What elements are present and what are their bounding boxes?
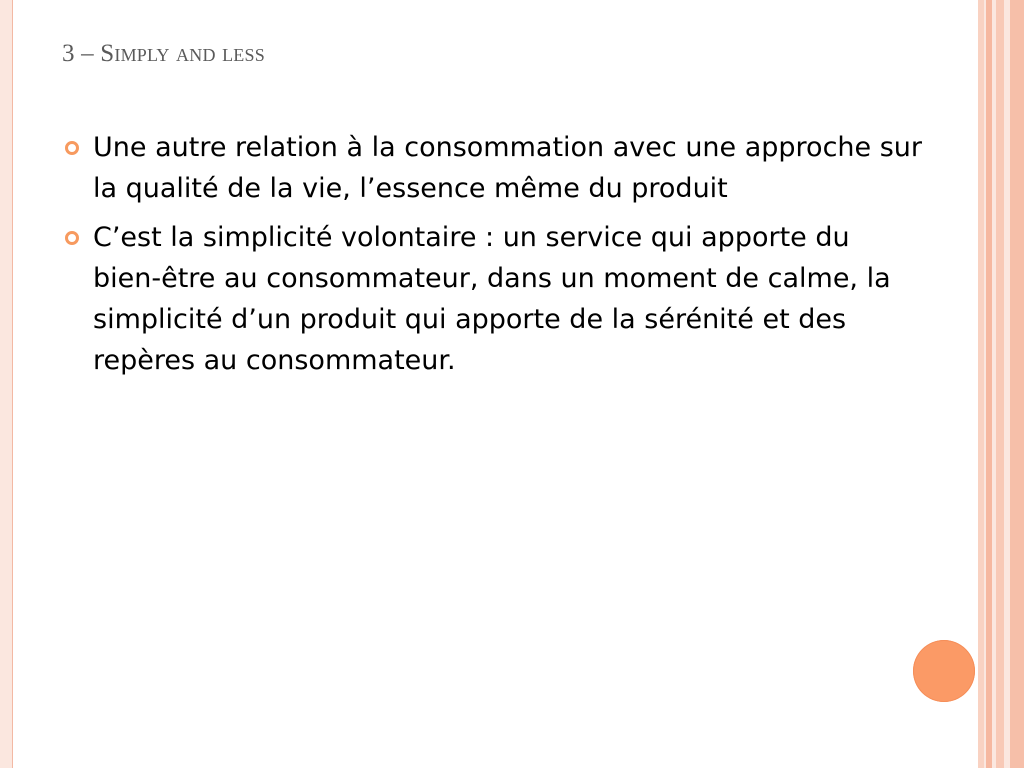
ring-bullet-icon bbox=[65, 141, 79, 155]
right-stripe-decoration bbox=[1010, 0, 1024, 768]
ring-bullet-icon bbox=[65, 231, 79, 245]
bullet-item bbox=[62, 127, 922, 209]
orange-circle-decoration bbox=[913, 640, 975, 702]
bullet-item bbox=[62, 217, 922, 381]
right-stripe-decoration bbox=[996, 0, 1004, 768]
bullet-text: Une autre relation à la consommation avec une approche sur la qualité de la vie, l’essence même du produit bbox=[93, 132, 923, 204]
bullet-list bbox=[62, 127, 922, 389]
bullet-text: C’est la simplicité volontaire : un service qui apporte du bien-être au consommateur, dans un moment de calme, la simplicité d’un produit qui apporte de la sérénité et des repères au consommateur. bbox=[93, 222, 891, 376]
slide-title: 3 – Simply and less bbox=[62, 40, 265, 67]
